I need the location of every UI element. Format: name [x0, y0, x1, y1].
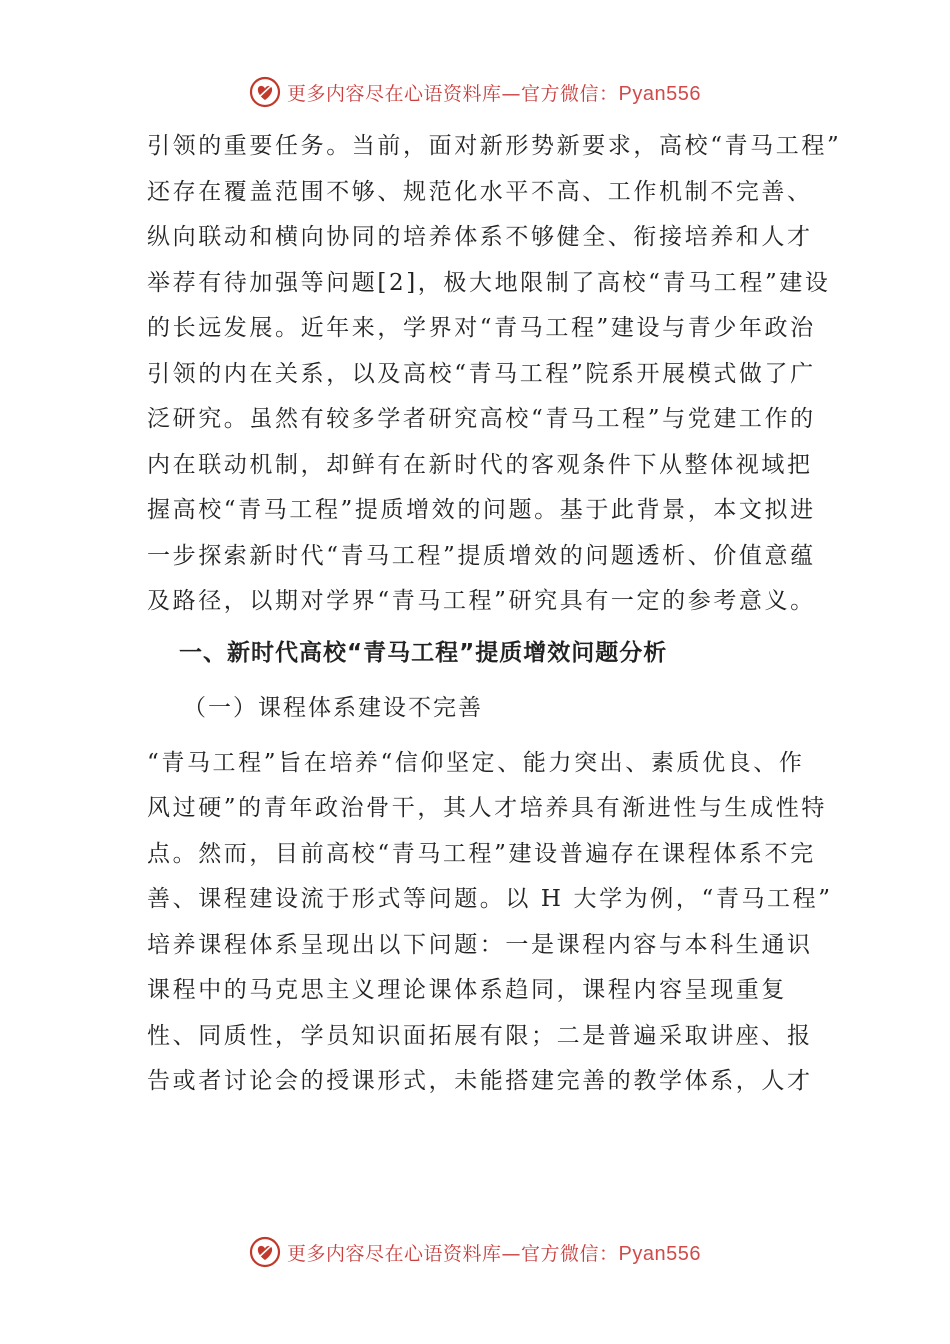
text-line: 一步探索新时代“青马工程”提质增效的问题透析、价值意蕴 [147, 542, 816, 569]
text-line: 培养课程体系呈现出以下问题：一是课程内容与本科生通识 [147, 931, 813, 958]
section-heading: 一、新时代高校“青马工程”提质增效问题分析 [179, 639, 668, 666]
text-line: 还存在覆盖范围不够、规范化水平不高、工作机制不完善、 [147, 178, 813, 205]
text-line: 的长远发展。近年来，学界对“青马工程”建设与青少年政治 [147, 315, 816, 341]
banner-wechat-id: Pyan556 [618, 82, 701, 105]
document-body [147, 124, 842, 1105]
text-line: 引领的内在关系，以及高校“青马工程”院系开展模式做了广 [147, 360, 816, 387]
text-line: 及路径，以期对学界“青马工程”研究具有一定的参考意义。 [147, 588, 816, 614]
heart-logo-icon [249, 1236, 281, 1268]
banner-text [287, 1239, 701, 1266]
text-line: 善、课程建设流于形式等问题。以 H 大学为例，“青马工程” [147, 886, 833, 912]
text-line: 风过硬”的青年政治骨干，其人才培养具有渐进性与生成性特 [147, 795, 827, 821]
text-line: 告或者讨论会的授课形式，未能搭建完善的教学体系，人才 [147, 1068, 813, 1094]
banner-slogan: 更多内容尽在心语资料库—官方微信： [287, 1242, 619, 1265]
banner-wechat-id: Pyan556 [618, 1242, 701, 1265]
subsection-heading: （一）课程体系建设不完善 [183, 694, 483, 721]
text-line: 纵向联动和横向协同的培养体系不够健全、衔接培养和人才 [147, 224, 813, 250]
heart-logo-icon [249, 76, 281, 108]
text-line: 泛研究。虽然有较多学者研究高校“青马工程”与党建工作的 [147, 406, 816, 432]
header-banner [0, 72, 950, 112]
text-line: 举荐有待加强等问题[2]，极大地限制了高校“青马工程”建设 [147, 269, 831, 296]
text-line: 点。然而，目前高校“青马工程”建设普遍存在课程体系不完 [147, 840, 816, 867]
banner-slogan: 更多内容尽在心语资料库—官方微信： [287, 82, 619, 105]
text-line: 内在联动机制，却鲜有在新时代的客观条件下从整体视域把 [147, 451, 813, 478]
banner-text [287, 79, 701, 106]
text-line: 握高校“青马工程”提质增效的问题。基于此背景，本文拟进 [147, 497, 816, 523]
text-line: 性、同质性，学员知识面拓展有限；二是普遍采取讲座、报 [147, 1022, 813, 1049]
text-line: 引领的重要任务。当前，面对新形势新要求，高校“青马工程” [147, 133, 842, 159]
paragraph-2 [147, 741, 833, 1105]
text-line: 课程中的马克思主义理论课体系趋同，课程内容呈现重复 [147, 977, 787, 1003]
paragraph-1 [147, 124, 842, 625]
footer-banner [0, 1232, 950, 1272]
text-line: “青马工程”旨在培养“信仰坚定、能力突出、素质优良、作 [147, 749, 805, 776]
